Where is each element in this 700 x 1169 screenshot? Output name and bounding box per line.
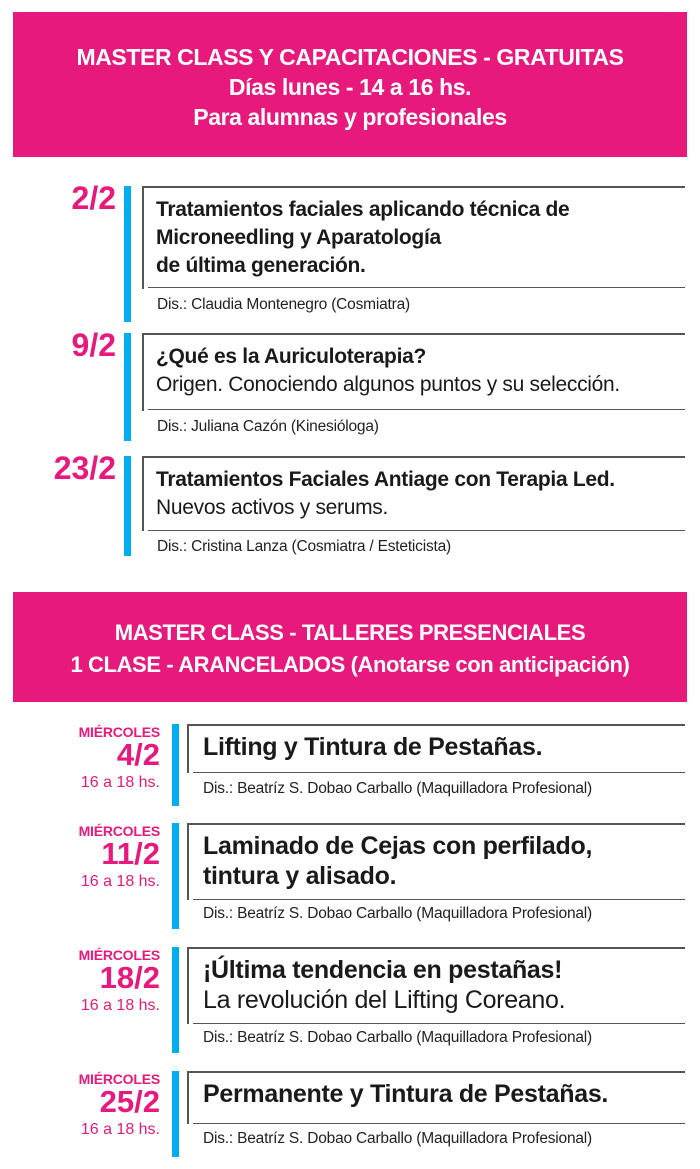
event-item [0,947,700,1057]
event-item [0,823,700,933]
event-title [156,343,620,399]
event-item [0,327,700,445]
event-title-line: Origen. Conociendo algunos puntos y su selección. [156,373,620,396]
event-hours: 16 a 18 hs. [80,774,160,791]
event-title [203,831,592,891]
accent-bar [124,333,131,441]
event-title [203,732,542,762]
event-title-line: tintura y alisado. [203,862,397,890]
event-item [0,180,700,326]
event-date: 2/2 [71,180,116,216]
accent-bar [172,823,179,929]
divider [193,899,685,900]
divider [193,1023,685,1024]
accent-bar [124,186,131,322]
header-line: 1 CLASE - ARANCELADOS (Anotarse con anticipación) [70,652,630,677]
event-speaker: Dis.: Claudia Montenegro (Cosmiatra) [157,296,410,313]
section1-header [13,12,687,157]
header-line: Para alumnas y profesionales [193,104,507,130]
divider [148,409,685,410]
event-title [203,1079,608,1109]
event-title-line: ¿Qué es la Auriculoterapia? [156,345,427,368]
header-line: MASTER CLASS - TALLERES PRESENCIALES [114,620,586,645]
event-speaker: Dis.: Juliana Cazón (Kinesióloga) [157,418,379,435]
event-item [0,724,700,810]
divider [148,287,685,288]
event-title-line: Nuevos activos y serums. [156,496,389,519]
event-speaker: Dis.: Beatríz S. Dobao Carballo (Maquilladora Profesional) [203,1029,593,1046]
event-hours: 16 a 18 hs. [80,873,160,890]
event-weekday: MIÉRCOLES [78,823,160,839]
event-title-line: Microneedling y Aparatología [156,226,441,249]
event-date: 23/2 [53,450,116,486]
event-speaker: Dis.: Beatríz S. Dobao Carballo (Maquilladora Profesional) [203,1130,593,1147]
event-title-line: La revolución del Lifting Coreano. [203,986,566,1014]
event-title-line: Permanente y Tintura de Pestañas. [203,1080,609,1108]
event-hours: 16 a 18 hs. [80,1121,160,1138]
event-title [203,955,565,1015]
event-item [0,1071,700,1161]
event-date: 11/2 [101,836,160,871]
event-date: 4/2 [116,737,160,772]
event-item [0,450,700,560]
event-weekday: MIÉRCOLES [78,1071,160,1087]
section2-header [13,592,687,702]
event-title-line: Tratamientos faciales aplicando técnica de [156,198,570,221]
accent-bar [172,1071,179,1157]
divider [193,1123,685,1124]
header-line: MASTER CLASS Y CAPACITACIONES - GRATUITAS [76,44,624,70]
event-date: 18/2 [99,960,160,995]
event-speaker: Dis.: Beatríz S. Dobao Carballo (Maquilladora Profesional) [203,905,593,922]
event-hours: 16 a 18 hs. [80,997,160,1014]
event-title-line: Lifting y Tintura de Pestañas. [203,733,543,761]
event-weekday: MIÉRCOLES [78,947,160,963]
divider [148,530,685,531]
event-title-line: Tratamientos Faciales Antiage con Terapia Led. [156,468,615,491]
header-line: Días lunes - 14 a 16 hs. [228,74,472,100]
event-title [156,196,569,280]
accent-bar [172,724,179,806]
event-date: 25/2 [99,1084,160,1119]
event-title [156,466,615,522]
event-title-line: de última generación. [156,254,366,277]
event-weekday: MIÉRCOLES [78,724,160,740]
divider [193,772,685,773]
event-speaker: Dis.: Cristina Lanza (Cosmiatra / Esteticista) [157,538,451,555]
event-date: 9/2 [71,327,116,363]
event-title-line: ¡Última tendencia en pestañas! [203,956,563,984]
accent-bar [124,456,131,556]
event-title-line: Laminado de Cejas con perfilado, [203,832,593,860]
accent-bar [172,947,179,1053]
event-speaker: Dis.: Beatríz S. Dobao Carballo (Maquilladora Profesional) [203,780,593,797]
